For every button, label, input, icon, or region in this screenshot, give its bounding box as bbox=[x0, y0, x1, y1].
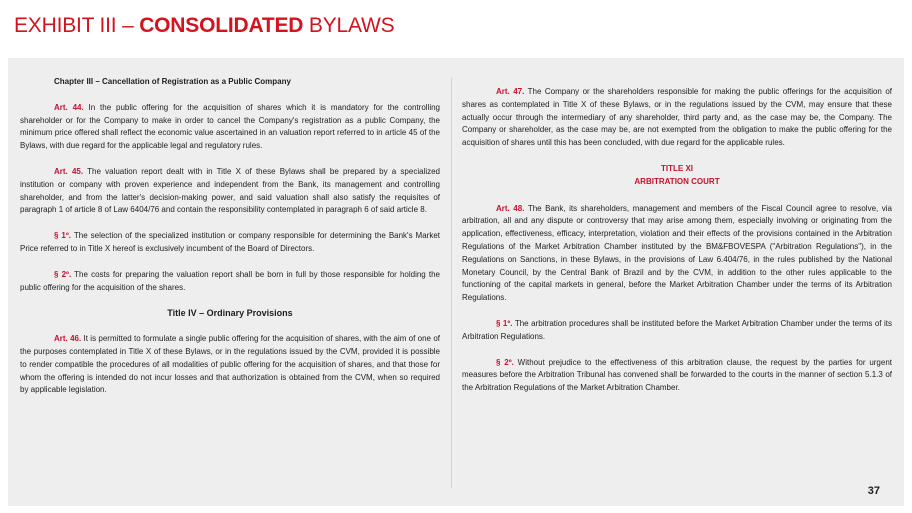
article-label: Art. 47. bbox=[496, 87, 525, 96]
article-45 bbox=[20, 166, 440, 217]
paragraph-label: § 1º. bbox=[496, 318, 513, 328]
article-46 bbox=[20, 333, 440, 397]
title-bold: CONSOLIDATED bbox=[139, 14, 304, 37]
page-number: 37 bbox=[867, 485, 880, 497]
article-text: The Bank, its shareholders, management and members of the Fiscal Council agree to resolve, via arbitration, all and any dispute or controversy that may arise among them, especially involving or originating from the application, effectiveness, efficacy, interpretation, violation and their effects of the provisions contained in the Arbitration Regulations of the Market Arbitration Chamber instituted by the BM&FBOVESPA ("Arbitration Regulations"), in the Regulations on Sanctions, in these Bylaws, in the provisions of Law 6.404/76, in the rules published by the National Monetary Council, by the Central Bank of Brazil and by the CVM, in addition to the other rules applicable to the functioning of the capital markets in general, before the Market Arbitration Chamber under the terms of its Arbitration Regulations. bbox=[462, 203, 893, 303]
article-47 bbox=[462, 86, 892, 150]
title-4-heading: Title IV – Ordinary Provisions bbox=[167, 308, 293, 319]
paragraph-text: The selection of the specialized institution or company responsible for determining the Bank's Market Price referred to in Title X hereof is exclusively incumbent of the Board of Directors. bbox=[20, 231, 441, 253]
paragraph-text: The arbitration procedures shall be instituted before the Market Arbitration Chamber under the terms of its Arbitration Regulations. bbox=[462, 318, 892, 341]
right-column bbox=[462, 86, 892, 408]
paragraph-text: The costs for preparing the valuation report shall be born in full by those responsible for holding the public offering for the acquisition of the shares. bbox=[20, 269, 440, 292]
article-text: In the public offering for the acquisition of shares which it is mandatory for the controlling shareholder or for the Company to make in order to cancel the Company's registration as a public Company, the minimum price offered shall reflect the economic value ascertained in an valuation report referred to in article 45 of the Bylaws, with due regard for the applicable legal and regulatory rules. bbox=[20, 102, 441, 151]
article-48-paragraph-1 bbox=[462, 318, 892, 344]
article-label: Art. 48. bbox=[496, 203, 525, 213]
article-text: It is permitted to formulate a single public offering for the acquisition of shares, with the aim of one of the purposes contemplated in Title X of these Bylaws, or in the regulations issued by the CVM, provided it is possible to render compatible the procedures of all modalities of public offering for the acquisition of shares, and that those for whom the offering is intended do not incur losses and that authorization is obtained from the CVM, when so required by applicable legislation. bbox=[20, 334, 440, 395]
article-45-paragraph-2 bbox=[20, 269, 440, 295]
article-label: Art. 46. bbox=[54, 334, 82, 344]
article-48 bbox=[462, 203, 892, 305]
article-label: Art. 44. bbox=[54, 102, 84, 112]
paragraph-label: § 2º. bbox=[496, 357, 514, 367]
column-divider bbox=[451, 78, 452, 488]
article-48-paragraph-2 bbox=[462, 357, 892, 395]
document-sheet bbox=[8, 58, 904, 506]
article-text: The valuation report dealt with in Title X of these Bylaws shall be prepared by a specialized institution or company with proven experience and independent from the Bank, its management and controlling shareholder, and from the latter's decision-making power, and said valuation shall also satisfy the requisites of paragraph 1 of article 8 of Law 6404/76 and contain the responsibility contemplated in paragraph 6 of said article 8. bbox=[20, 166, 441, 215]
title-suffix: BYLAWS bbox=[303, 14, 395, 37]
page-title bbox=[14, 14, 394, 38]
article-44 bbox=[20, 102, 440, 153]
paragraph-label: § 2º. bbox=[54, 269, 72, 279]
article-45-paragraph-1 bbox=[20, 230, 440, 256]
left-column bbox=[20, 76, 440, 410]
title-11-heading: TITLE XI bbox=[661, 163, 693, 173]
article-label: Art. 45. bbox=[54, 166, 84, 176]
paragraph-text: Without prejudice to the effectiveness of this arbitration clause, the request by the parties for urgent measures before the Arbitration Tribunal has convened shall be forwarded to the courts in the manner of section 5.1.3 of the Arbitration Regulations of the Market Arbitration Chamber. bbox=[462, 357, 893, 393]
title-prefix: EXHIBIT III – bbox=[14, 14, 140, 37]
chapter-heading: Chapter III – Cancellation of Registration as a Public Company bbox=[54, 77, 291, 86]
article-text: The Company or the shareholders responsible for making the public offerings for the acquisition of shares as contemplated in Title X of these Bylaws, or in the regulations issued by the CVM, may ensure that these actually occur through the intermediary of any shareholder, third party and, as the case may be, the Company. The Company or shareholder, as the case may be, are not exempted from the obligation to make the public offering for the acquisition of shares until this has been concluded, with due regard for the applicable rules. bbox=[462, 87, 893, 148]
title-11-subheading: ARBITRATION COURT bbox=[634, 176, 720, 186]
paragraph-label: § 1º. bbox=[54, 231, 72, 241]
